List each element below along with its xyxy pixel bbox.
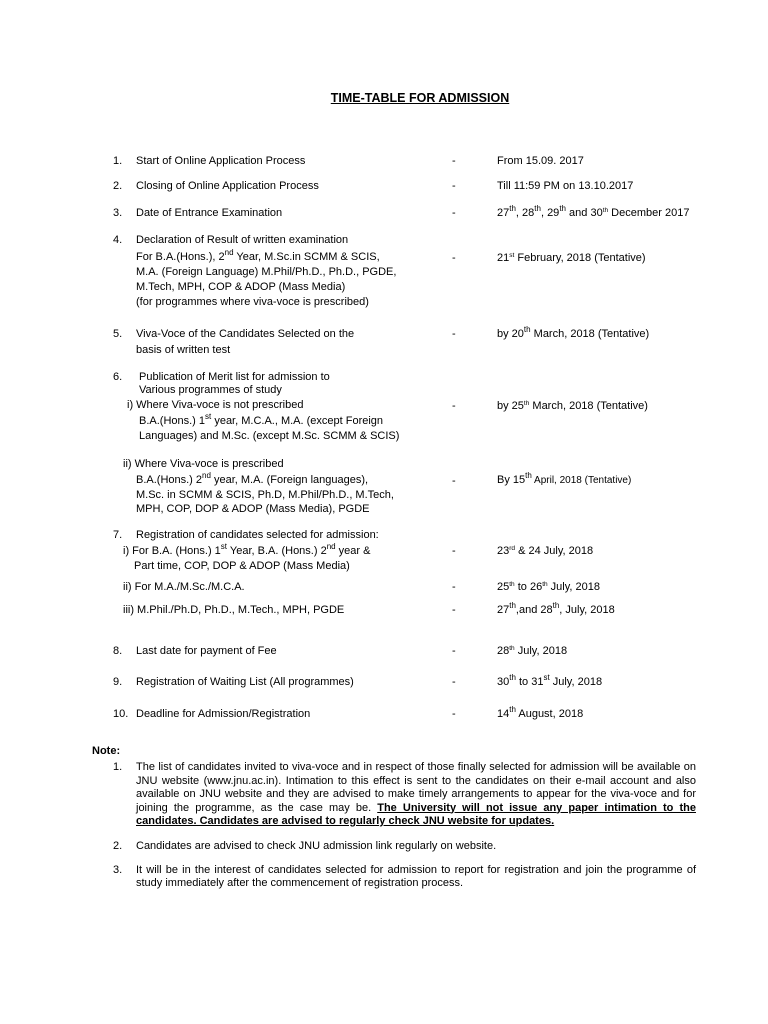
item-8-value: 28th July, 2018: [497, 645, 568, 657]
item-3-label: Date of Entrance Examination: [136, 207, 283, 219]
item-7-sub-i-line: Part time, COP, DOP & ADOP (Mass Media): [134, 560, 350, 572]
item-7-sub-iii-heading: iii) M.Phil./Ph.D, Ph.D., M.Tech., MPH, PGDE: [123, 604, 345, 616]
item-6-sub-i-line: B.A.(Hons.) 1st year, M.C.A., M.A. (except Foreign: [139, 412, 384, 427]
item-6-sub-i-value: by 25th March, 2018 (Tentative): [497, 400, 648, 412]
item-7-sub-ii-heading: ii) For M.A./M.Sc./M.C.A.: [123, 581, 245, 593]
item-4-detail-line: M.A. (Foreign Language) M.Phil/Ph.D., Ph.D., PGDE,: [136, 266, 397, 278]
item-2-number: 2.: [113, 180, 123, 192]
item-3-value: 27th, 28th, 29th and 30th December 2017: [497, 204, 690, 219]
item-6-sub-ii-line: MPH, COP, DOP & ADOP (Mass Media), PGDE: [136, 503, 370, 515]
item-10-dash: -: [452, 708, 456, 720]
item-5-label-cont: basis of written test: [136, 344, 231, 356]
item-8-dash: -: [452, 645, 456, 657]
note-heading: Note:: [92, 745, 121, 757]
item-3-number: 3.: [113, 207, 123, 219]
item-3-dash: -: [452, 207, 456, 219]
item-6-sub-i-heading: i) Where Viva-voce is not prescribed: [127, 399, 304, 411]
item-2-dash: -: [452, 180, 456, 192]
item-4-detail-line: M.Tech, MPH, COP & ADOP (Mass Media): [136, 281, 346, 293]
note-2-text: Candidates are advised to check JNU admission link regularly on website.: [136, 840, 497, 852]
item-7-sub-iii-dash: -: [452, 604, 456, 616]
item-9-dash: -: [452, 676, 456, 688]
item-10-label: Deadline for Admission/Registration: [136, 708, 311, 720]
item-9-number: 9.: [113, 676, 123, 688]
note-2-number: 2.: [113, 840, 123, 852]
item-1-label: Start of Online Application Process: [136, 155, 306, 167]
item-7-number: 7.: [113, 529, 123, 541]
item-7-sub-i-dash: -: [452, 545, 456, 557]
item-6-number: 6.: [113, 371, 123, 383]
item-8-number: 8.: [113, 645, 123, 657]
item-6-label: Publication of Merit list for admission to: [139, 371, 330, 383]
item-6-sub-ii-line: M.Sc. in SCMM & SCIS, Ph.D, M.Phil/Ph.D., M.Tech,: [136, 489, 394, 501]
item-6-sub-i-dash: -: [452, 400, 456, 412]
item-10-value: 14th August, 2018: [497, 705, 584, 720]
item-4-detail-line: (for programmes where viva-voce is prescribed): [136, 296, 369, 308]
item-5-value: by 20th March, 2018 (Tentative): [497, 325, 650, 340]
item-4-dash: -: [452, 252, 456, 264]
item-7-sub-i-value: 23rd & 24 July, 2018: [497, 545, 594, 557]
item-1-value: From 15.09. 2017: [497, 155, 584, 167]
item-6-label-cont: Various programmes of study: [139, 384, 282, 396]
item-9-value: 30th to 31st July, 2018: [497, 673, 603, 688]
item-7-sub-iii-value: 27th,and 28th, July, 2018: [497, 601, 615, 616]
item-5-label: Viva-Voce of the Candidates Selected on the: [136, 328, 355, 340]
note-3-number: 3.: [113, 864, 123, 876]
note-1-text: The list of candidates invited to viva-voce and in respect of those finally selected for admission will be available on JNU website (www.jnu.ac.in). Intimation to this effect is sent to the candidates on their e-mail account and also available on JNU website and they are advised to make timely arrangements to appear for the viva-voce and for joining the programme, as the case may be. The University will not issue any paper intimation to the candidates. Candidates are advised to regularly check JNU website for updates.: [136, 761, 696, 827]
item-6-sub-ii-heading: ii) Where Viva-voce is prescribed: [123, 458, 284, 470]
item-7-label: Registration of candidates selected for admission:: [136, 529, 379, 541]
item-5-number: 5.: [113, 328, 123, 340]
note-3-text: It will be in the interest of candidates selected for admission to report for registration and join the programme of study immediately after the commencement of registration process.: [136, 864, 696, 889]
item-5-dash: -: [452, 328, 456, 340]
item-7-sub-ii-value: 25th to 26th July, 2018: [497, 581, 601, 593]
item-7-sub-ii-dash: -: [452, 581, 456, 593]
page-title: TIME-TABLE FOR ADMISSION: [330, 91, 510, 105]
item-4-value: 21st February, 2018 (Tentative): [497, 252, 646, 264]
item-1-number: 1.: [113, 155, 123, 167]
item-2-label: Closing of Online Application Process: [136, 180, 319, 192]
item-6-sub-ii-dash: -: [452, 475, 456, 487]
item-8-label: Last date for payment of Fee: [136, 645, 277, 657]
item-4-label: Declaration of Result of written examination: [136, 234, 349, 246]
item-6-sub-ii-value: By 15th April, 2018 (Tentative): [497, 471, 632, 486]
item-10-number: 10.: [113, 708, 129, 720]
item-4-number: 4.: [113, 234, 123, 246]
item-6-sub-i-line: Languages) and M.Sc. (except M.Sc. SCMM & SCIS): [139, 430, 400, 442]
item-6-sub-ii-line: B.A.(Hons.) 2nd year, M.A. (Foreign languages),: [136, 471, 369, 486]
item-4-detail-line: For B.A.(Hons.), 2nd Year, M.Sc.in SCMM & SCIS,: [136, 248, 380, 263]
item-7-sub-i-line: i) For B.A. (Hons.) 1st Year, B.A. (Hons.) 2nd year &: [123, 542, 371, 557]
item-1-dash: -: [452, 155, 456, 167]
item-2-value: Till 11:59 PM on 13.10.2017: [497, 180, 634, 192]
note-1-number: 1.: [113, 761, 123, 773]
item-9-label: Registration of Waiting List (All programmes): [136, 676, 354, 688]
